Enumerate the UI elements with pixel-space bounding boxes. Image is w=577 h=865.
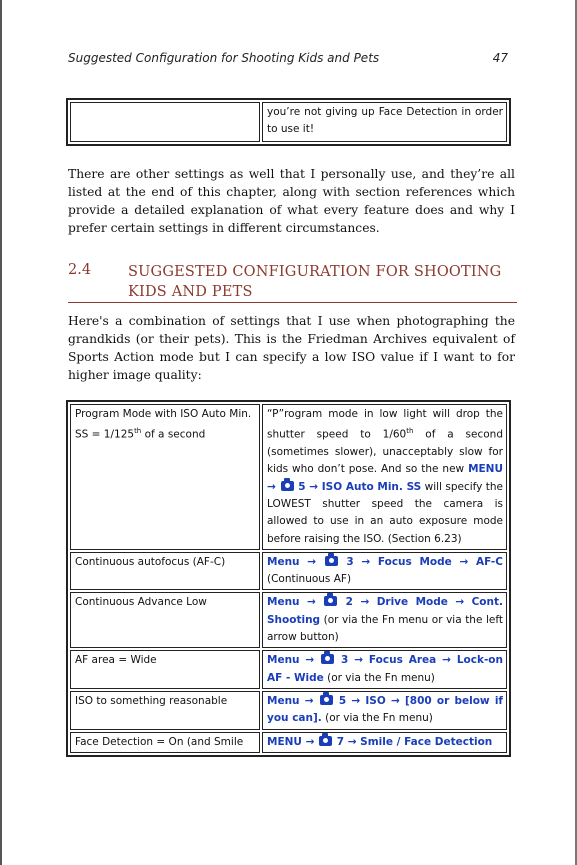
menu-path: MENU → 5 → ISO Auto Min. SS: [267, 463, 503, 493]
arrow-icon: →: [455, 596, 465, 609]
arrow-icon: →: [305, 654, 315, 667]
section-paragraph: Here's a combination of settings that I use when photographing the grandkids (or their pets). This is the Friedman Archives equivalent of Sports Action mode but I can specify a low ISO value if I want to for higher image quality:: [68, 314, 515, 382]
arrow-icon: →: [354, 654, 364, 667]
table-row: [70, 404, 507, 550]
page-edge-left: [0, 0, 2, 865]
table-cell-description: Menu → 5 → ISO → [800 or below if you can]. (or via the Fn menu): [262, 691, 507, 730]
table-cell-setting: Program Mode with ISO Auto Min. SS = 1/125th of a second: [70, 404, 260, 550]
running-header: [68, 51, 508, 69]
arrow-icon: →: [351, 694, 361, 707]
arrow-icon: →: [307, 555, 317, 568]
table-cell-setting: ISO to something reasonable: [70, 691, 260, 730]
table-cell-setting: AF area = Wide: [70, 650, 260, 689]
menu-path: Menu → 3 → Focus Mode → AF-C: [267, 555, 503, 568]
table-cell-description: Menu → 3 → Focus Area → Lock-on AF - Wide (or via the Fn menu): [262, 650, 507, 689]
camera-icon: [320, 695, 333, 705]
continuation-table: [66, 98, 511, 146]
camera-icon: [281, 481, 294, 491]
arrow-icon: →: [442, 654, 451, 667]
menu-path: Menu → 3 → Focus Area → Lock-on AF - Wide: [267, 654, 503, 684]
table-cell-description: “P”rogram mode in low light will drop the shutter speed to 1/60th of a second (sometimes slower), unacceptably slow for kids who don’t pose. And so the new MENU → 5 → ISO Auto Min. SS will specify the LOWEST shutter speed the camera is allowed to use in an auto exposure mode before raising the ISO. (Section 6.23): [262, 404, 507, 550]
camera-icon: [319, 736, 332, 746]
arrow-icon: →: [309, 480, 319, 493]
page-number: 47: [492, 51, 508, 65]
table-cell-setting: Face Detection = On (and Smile: [70, 732, 260, 753]
table-cell-description: Menu → 3 → Focus Mode → AF-C (Continuous AF): [262, 552, 507, 591]
table-row: [70, 102, 507, 142]
table-row: [70, 732, 507, 753]
table-cell-setting: Continuous autofocus (AF-C): [70, 552, 260, 591]
section-heading: [68, 262, 516, 302]
table-row: [70, 650, 507, 689]
table-cell-description: [262, 732, 507, 753]
menu-path: Menu → 5 → ISO → [800 or below if you can].: [267, 694, 503, 725]
table-row: [70, 552, 507, 591]
arrow-icon: →: [360, 596, 370, 609]
camera-icon: [321, 654, 334, 664]
running-title: Suggested Configuration for Shooting Kids and Pets: [68, 51, 380, 65]
section-title: SUGGESTED CONFIGURATION FOR SHOOTING KIDS AND PETS: [128, 264, 502, 300]
camera-icon: [325, 556, 338, 566]
arrow-icon: →: [306, 596, 316, 609]
intro-paragraph: There are other settings as well that I personally use, and they’re all listed at the end of this chapter, along with section references which provide a detailed explanation of what every feature does and why I prefer certain settings in different circumstances.: [68, 167, 515, 235]
menu-path: MENU → 7 → Smile / Face Detection: [267, 735, 493, 748]
table-cell-setting: [70, 102, 260, 142]
table-row: [70, 592, 507, 648]
table-cell-description: you’re not giving up Face Detection in order to use it!: [262, 102, 507, 142]
table-cell-description: Menu → 2 → Drive Mode → Cont. Shooting (or via the Fn menu or via the left arrow button): [262, 592, 507, 648]
section-rule: [68, 302, 517, 303]
arrow-icon: →: [304, 694, 314, 707]
table-row: [70, 691, 507, 730]
arrow-icon: →: [267, 480, 276, 493]
section-number: 2.4: [68, 262, 92, 278]
camera-icon: [324, 596, 337, 606]
arrow-icon: →: [361, 555, 371, 568]
arrow-icon: →: [391, 694, 400, 707]
arrow-icon: →: [305, 735, 315, 748]
menu-path: Menu → 2 → Drive Mode → Cont. Shooting: [267, 596, 504, 626]
arrow-icon: →: [459, 555, 469, 568]
arrow-icon: →: [347, 735, 357, 748]
table-cell-setting: Continuous Advance Low: [70, 592, 260, 648]
settings-table: [66, 400, 511, 757]
